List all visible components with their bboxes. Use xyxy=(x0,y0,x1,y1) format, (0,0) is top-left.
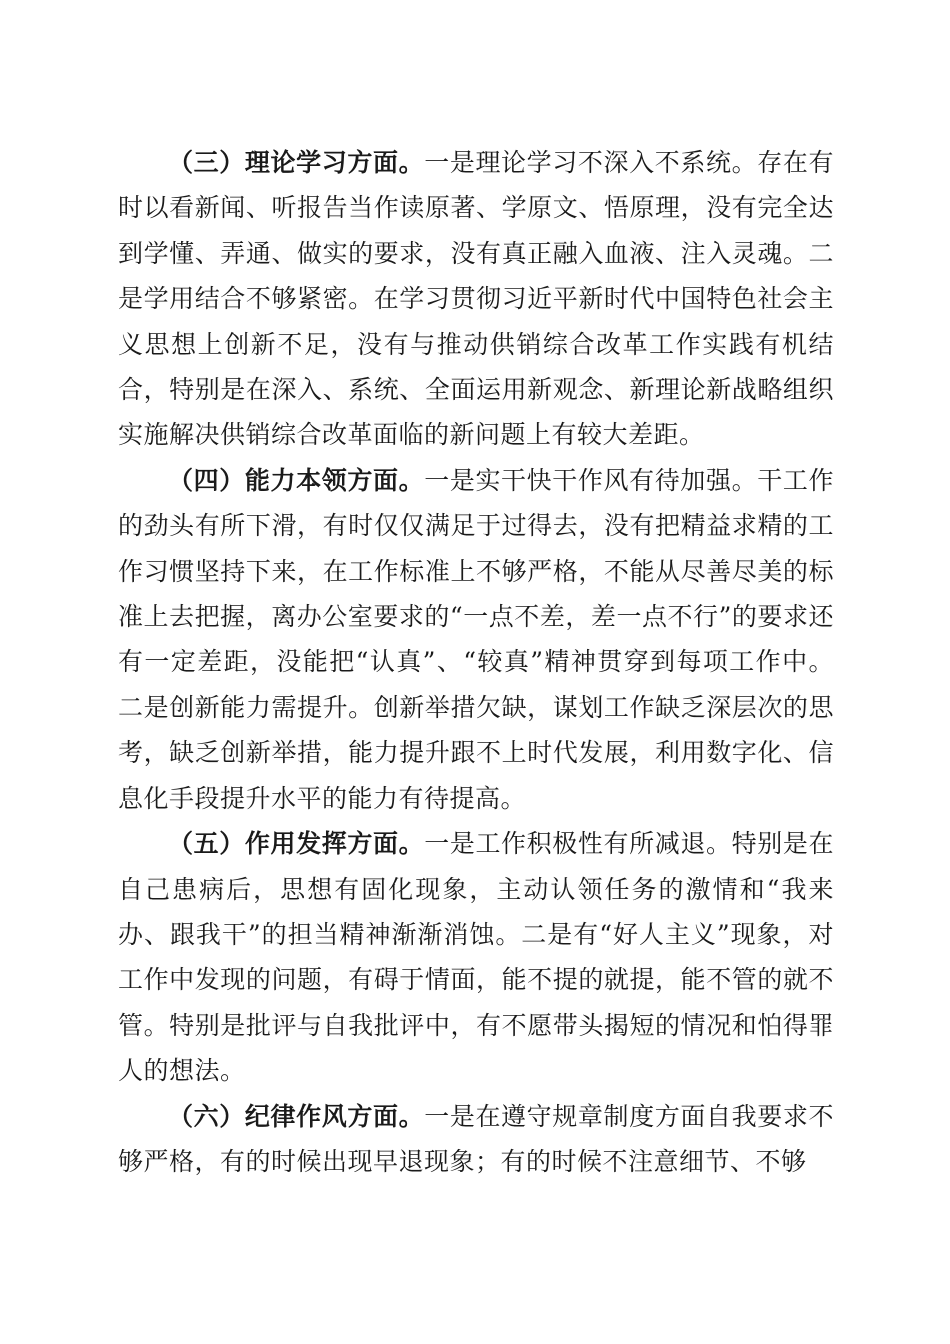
section-heading-role: （五）作用发挥方面。 xyxy=(168,829,425,859)
document-body xyxy=(118,140,834,1184)
section-heading-discipline: （六）纪律作风方面。 xyxy=(168,1101,425,1131)
paragraph-discipline xyxy=(118,1094,834,1185)
section-text-theory-study: 一是理论学习不深入不系统。存在有时以看新闻、听报告当作读原著、学原文、悟原理，没有完全达到学懂、弄通、做实的要求，没有真正融入血液、注入灵魂。二是学用结合不够紧密。在学习贯彻习近平新时代中国特色社会主义思想上创新不足，没有与推动供销综合改革工作实践有机结合，特别是在深入、系统、全面运用新观念、新理论新战略组织实施解决供销综合改革面临的新问题上有较大差距。 xyxy=(118,148,834,450)
paragraph-theory-study xyxy=(118,140,834,458)
section-heading-ability: （四）能力本领方面。 xyxy=(168,465,425,495)
section-heading-theory-study: （三）理论学习方面。 xyxy=(168,148,425,177)
paragraph-role xyxy=(118,821,834,1093)
section-text-role: 一是工作积极性有所减退。特别是在自己患病后，思想有固化现象，主动认领任务的激情和“我来办、跟我干”的担当精神渐渐消蚀。二是有“好人主义”现象，对工作中发现的问题，有碍于情面，能不提的就提，能不管的就不管。特别是批评与自我批评中，有不愿带头揭短的情况和怕得罪人的想法。 xyxy=(118,829,834,1086)
section-text-discipline: 一是在遵守规章制度方面自我要求不够严格，有的时候出现早退现象；有的时候不注意细节、不够 xyxy=(118,1101,834,1176)
paragraph-ability xyxy=(118,458,834,821)
section-text-ability: 一是实干快干作风有待加强。干工作的劲头有所下滑，有时仅仅满足于过得去，没有把精益求精的工作习惯坚持下来，在工作标准上不够严格，不能从尽善尽美的标准上去把握，离办公室要求的“一点不差，差一点不行”的要求还有一定差距，没能把“认真”、“较真”精神贯穿到每项工作中。二是创新能力需提升。创新举措欠缺，谋划工作缺乏深层次的思考，缺乏创新举措，能力提升跟不上时代发展，利用数字化、信息化手段提升水平的能力有待提高。 xyxy=(118,465,834,813)
